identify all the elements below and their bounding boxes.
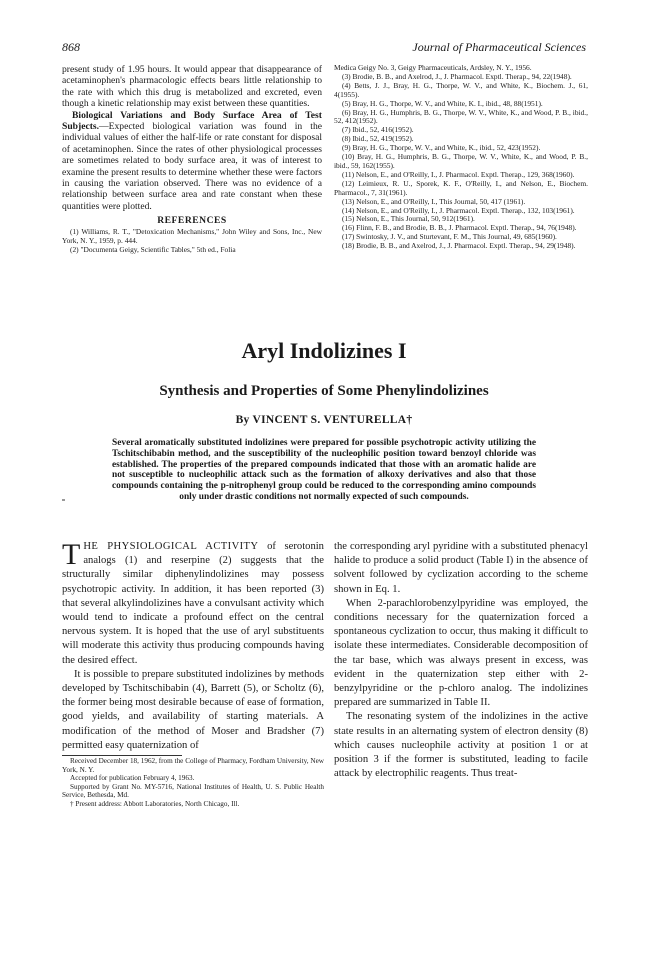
reference-item: (5) Bray, H. G., Thorpe, W. V., and White, K. I., ibid., 48, 88(1951). [342, 98, 543, 108]
journal-title: Journal of Pharmaceutical Sciences [412, 40, 586, 54]
page-number: 868 [62, 40, 80, 54]
article-author: By VINCENT S. VENTURELLA† [235, 414, 413, 426]
footnotes [62, 757, 324, 809]
prev-paragraph-1: present study of 1.95 hours. It would appear that disappearance of acetaminophen's pharmacologic effects bears little relationship to the rate with which this drug is metabolized and excreted, even though a kinetic relationship may exist between these quantities. [62, 64, 322, 110]
references-title: REFERENCES [157, 215, 227, 227]
reference-item: (10) Bray, H. G., Humphris, B. G., Thorpe, W. V., White, K., and Wood, P. B., ibid., 59, 162(1955). [334, 152, 588, 170]
reference-item: (12) Leimieux, R. U., Sporek, K. F., O'Reilly, I., and Nelson, E., Biochem. Pharmacol., 7, 31(1961). [334, 178, 588, 197]
intro-text: of serotonin analogs (1) and reserpine (2) suggests that the structurally similar diphenylindolizines may possess psychotropic activity. In addition, it has been reported (3) that several alkylindolizines have a convulsant activity which would tend to indicate a profound effect on the central nervous system. It is hoped that the use of aryl substituents will moderate this activity thus producing compounds having the desired effect. [62, 541, 324, 666]
prev-article-references-right [334, 64, 588, 251]
section-body: —Expected biological variation was found in the individual values of either the half-life or rate constant for disposal of acetaminophen. Since the rates of other physiological processes are sometimes related to body surface area, it was of interest to examine the present results to determine whether these were factors in causing the variation observed. There was no evidence of a relationship between surface area and rate constant when these quantities were plotted. [62, 121, 322, 212]
footnote-item: Received December 18, 1962, from the College of Pharmacy, Fordham University, New York, N. Y. [62, 757, 324, 774]
reference-item: (7) Ibid., 52, 416(1952). [342, 125, 414, 135]
reference-item: (15) Nelson, E., This Journal, 50, 912(1961). [342, 214, 475, 224]
reference-item: (6) Bray, H. G., Humphris, B. G., Thorpe, W. V., White, K., and Wood, P. B., ibid., 52, 412(1952). [334, 107, 588, 126]
reference-item: (18) Brodie, B. B., and Axelrod, J., J. Pharmacol. Exptl. Therap., 94, 29(1948). [342, 241, 576, 251]
reference-item: (1) Williams, R. T., "Detoxication Mechanisms," John Wiley and Sons, Inc., New York, N. Y., 1959, p. 444. [62, 227, 322, 246]
drop-cap: T [62, 538, 81, 571]
section-heading: Biological Variations and Body Surface Area of Test Subjects. [62, 109, 322, 133]
reference-item: (9) Bray, H. G., Thorpe, W. V., and White, K., ibid., 52, 423(1952). [342, 143, 541, 153]
body-paragraph: The resonating system of the indolizines in the active state results in an alternating system of electron density (8) which causes nucleophile activity at position 1 or at position 3 if the former is substituted, leading to facile attack by electrophilic reagents. Thus treat- [334, 711, 588, 780]
body-paragraph: It is possible to prepare substituted indolizines by methods developed by Tschitschibabin (4), Barrett (5), or Scholtz (6), the former being most desirable because of ease of formation, good yields, and availability of starting materials. A modification of the method of Moser and Bradsher (7) permitted easy quaternization of [62, 668, 324, 751]
lead-smallcaps: HE PHYSIOLOGICAL ACTIVITY [83, 541, 259, 552]
margin-mark [62, 499, 65, 501]
body-paragraph: the corresponding aryl pyridine with a substituted phenacyl halide to produce a solid product (Table I) in the absence of solvent followed by cyclization according to the scheme shown in Eq. 1. [334, 541, 588, 595]
footnote-item: † Present address: Abbott Laboratories, North Chicago, Ill. [70, 800, 240, 809]
reference-item: Medica Geigy No. 3, Geigy Pharmaceuticals, Ardsley, N. Y., 1956. [334, 63, 532, 72]
reference-item: (2) "Documenta Geigy, Scientific Tables," 5th ed., Folia [70, 245, 236, 255]
reference-item: (17) Swintosky, J. V., and Sturtevant, F. M., This Journal, 49, 685(1960). [342, 232, 557, 242]
prev-article-left-column [62, 64, 322, 255]
reference-item: (3) Brodie, B. B., and Axelrod, J., J. Pharmacol. Exptl. Therap., 94, 22(1948). [342, 71, 572, 81]
prev-paragraph-2 [62, 110, 322, 213]
reference-item: (14) Nelson, E., and O'Reilly, I., J. Pharmacol. Exptl. Therap., 132, 103(1961). [342, 205, 575, 215]
body-right-column [334, 540, 588, 781]
article-abstract: Several aromatically substituted indolizines were prepared for possible psychotropic activity utilizing the Tschitschibabin method, and the susceptibility of the nucleophilic position toward benzoyl chloride was established. The properties of the prepared compounds indicated that those with an aromatic halide are not susceptible to nucleophilic attack such as the formation of alkoxy derivatives and also that those compounds containing the p-nitrophenyl group could be reduced to the corresponding amino compounds only under drastic conditions not normally expected of such compounds. [112, 438, 536, 502]
reference-item: (4) Betts, J. J., Bray, H. G., Thorpe, W. V., and White, K., Biochem. J., 61, 4(1955). [334, 80, 588, 99]
article-subtitle: Synthesis and Properties of Some Phenylindolizines [159, 383, 489, 399]
article-title: Aryl Indolizines I [241, 338, 407, 363]
body-left-column [62, 540, 324, 809]
intro-paragraph [62, 540, 324, 668]
reference-item: (16) Flinn, F. B., and Brodie, B. B., J. Pharmacol. Exptl. Therap., 94, 76(1948). [342, 223, 577, 233]
body-paragraph: When 2-parachlorobenzylpyridine was employed, the conditions necessary for the quaternization forced a spontaneous cyclization to occur, thus making it difficult to isolate these intermediates. Considerable decomposition of the tar base, which was always present in excess, was evident in the quaternization step either with 2-benzylpyridine or the p-chloro analog. The indolizines prepared are summarized in Table II. [334, 597, 588, 709]
reference-item: (8) Ibid., 52, 419(1952). [342, 134, 414, 144]
footnote-item: Accepted for publication February 4, 1963. [70, 774, 195, 783]
reference-item: (11) Nelson, E., and O'Reilly, I., J. Pharmacol. Exptl. Therap., 129, 368(1960). [342, 169, 575, 179]
reference-item: (13) Nelson, E., and O'Reilly, I., This Journal, 50, 417 (1961). [342, 196, 526, 206]
footnote-item: Supported by Grant No. MY-5716, National Institutes of Health, U. S. Public Health Service, Bethesda, Md. [62, 782, 324, 800]
